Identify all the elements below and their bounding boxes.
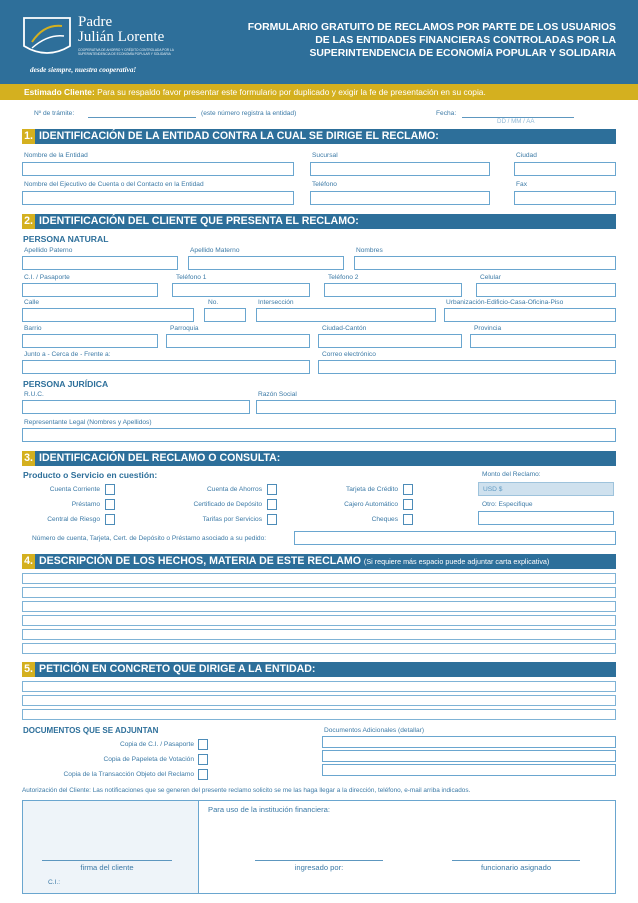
opcion-central-riesgo-label: Central de Riesgo bbox=[47, 516, 100, 523]
persona-juridica-title: PERSONA JURÍDICA bbox=[23, 379, 109, 389]
otro-input[interactable] bbox=[478, 511, 614, 525]
documentos-adicionales-line-1[interactable] bbox=[322, 736, 616, 748]
form-title-line3: SUPERINTENDENCIA DE ECONOMÍA POPULAR Y SOLIDARIA bbox=[309, 48, 616, 59]
ingresado-por-line[interactable] bbox=[255, 860, 383, 861]
barrio-input[interactable] bbox=[22, 334, 158, 348]
opcion-prestamo-checkbox[interactable] bbox=[105, 499, 115, 510]
razon-social-label: Razón Social bbox=[258, 391, 297, 398]
telefono1-label: Teléfono 1 bbox=[176, 274, 207, 281]
footer-institution-box bbox=[198, 801, 615, 893]
opcion-prestamo-label: Préstamo bbox=[71, 501, 100, 508]
logo-emblem-icon bbox=[22, 16, 72, 60]
documentos-adicionales-line-2[interactable] bbox=[322, 750, 616, 762]
calle-label: Calle bbox=[24, 299, 40, 306]
documentos-adicionales-line-3[interactable] bbox=[322, 764, 616, 776]
ingresado-por-label: ingresado por: bbox=[294, 863, 344, 872]
firma-cliente-line[interactable] bbox=[42, 860, 172, 861]
doc-copia-ci-checkbox[interactable] bbox=[198, 739, 208, 750]
junto-label: Junto a - Cerca de - Frente a: bbox=[24, 351, 111, 358]
apellido-paterno-label: Apellido Paterno bbox=[24, 247, 73, 254]
celular-input[interactable] bbox=[476, 283, 616, 297]
ejecutivo-input[interactable] bbox=[22, 191, 294, 205]
nombres-label: Nombres bbox=[356, 247, 383, 254]
sucursal-input[interactable] bbox=[310, 162, 490, 176]
numero-cuenta-label: Número de cuenta, Tarjeta, Cert. de Depósito o Préstamo asociado a su pedido: bbox=[32, 535, 267, 542]
section-4-header bbox=[22, 554, 616, 569]
opcion-cuenta-corriente-label: Cuenta Corriente bbox=[49, 486, 100, 493]
telefono-input[interactable] bbox=[310, 191, 490, 205]
uso-institucion-label: Para uso de la institución financiera: bbox=[208, 805, 330, 814]
notice-bold: Estimado Cliente: bbox=[24, 87, 95, 97]
representante-input[interactable] bbox=[22, 428, 616, 442]
doc-papeleta-checkbox[interactable] bbox=[198, 754, 208, 765]
section-1-number: 1. bbox=[22, 129, 35, 144]
opcion-certificado-checkbox[interactable] bbox=[267, 499, 277, 510]
numero-cuenta-input[interactable] bbox=[294, 531, 616, 545]
monto-input[interactable] bbox=[478, 482, 614, 496]
opcion-cheques-label: Cheques bbox=[371, 516, 398, 523]
section-1-header bbox=[22, 129, 616, 144]
ruc-input[interactable] bbox=[22, 400, 250, 414]
nombres-input[interactable] bbox=[354, 256, 616, 270]
form-title-line1: FORMULARIO GRATUITO DE RECLAMOS POR PARTE DE LOS USUARIOS bbox=[247, 22, 616, 33]
ruc-label: R.U.C. bbox=[24, 391, 44, 398]
section-4-number: 4. bbox=[22, 554, 35, 569]
descripcion-line-4[interactable] bbox=[22, 615, 616, 626]
opcion-cuenta-ahorros-label: Cuenta de Ahorros bbox=[207, 486, 262, 493]
sucursal-label: Sucursal bbox=[312, 152, 338, 159]
notice-text: Para su respaldo favor presentar este formulario por duplicado y exigir la fe de presentación en su copia. bbox=[97, 87, 486, 97]
calle-input[interactable] bbox=[22, 308, 194, 322]
funcionario-line[interactable] bbox=[452, 860, 580, 861]
tramite-note: (este número registra la entidad) bbox=[201, 110, 297, 117]
peticion-line-2[interactable] bbox=[22, 695, 616, 706]
section-2-title: IDENTIFICACIÓN DEL CLIENTE QUE PRESENTA EL RECLAMO: bbox=[39, 215, 359, 227]
form-title bbox=[248, 21, 616, 60]
opcion-cajero-label: Cajero Automático bbox=[344, 501, 398, 508]
provincia-label: Provincia bbox=[474, 325, 502, 332]
doc-papeleta-label: Copia de Papeleta de Votación bbox=[103, 756, 194, 763]
fax-label: Fax bbox=[516, 181, 527, 188]
opcion-tarjeta-credito-checkbox[interactable] bbox=[403, 484, 413, 495]
ciudad-input[interactable] bbox=[514, 162, 616, 176]
no-input[interactable] bbox=[204, 308, 246, 322]
usd-prefix: USD $ bbox=[483, 486, 503, 493]
telefono2-label: Teléfono 2 bbox=[328, 274, 359, 281]
opcion-certificado-label: Certificado de Depósito bbox=[193, 501, 262, 508]
tramite-label: Nº de trámite: bbox=[34, 110, 75, 117]
telefono1-input[interactable] bbox=[172, 283, 310, 297]
apellido-materno-input[interactable] bbox=[188, 256, 344, 270]
doc-copia-ci-label: Copia de C.I. / Pasaporte bbox=[119, 741, 194, 748]
ejecutivo-label: Nombre del Ejecutivo de Cuenta o del Contacto en la Entidad bbox=[24, 181, 204, 188]
logo-small-text: COOPERATIVA DE AHORRO Y CRÉDITO CONTROLADA POR LA SUPERINTENDENCIA DE ECONOMÍA POPULAR Y SOLIDARIA bbox=[78, 48, 174, 56]
autorizacion-text: Autorización del Cliente: Las notificaciones que se generen del presente reclamo solicito se me las haga llegar a la dirección, teléfono, e-mail arriba indicados. bbox=[22, 787, 471, 794]
opcion-central-riesgo-checkbox[interactable] bbox=[105, 514, 115, 525]
ciudad-label: Ciudad bbox=[516, 152, 537, 159]
correo-input[interactable] bbox=[318, 360, 616, 374]
opcion-cuenta-corriente-checkbox[interactable] bbox=[105, 484, 115, 495]
section-2-number: 2. bbox=[22, 214, 35, 229]
opcion-cuenta-ahorros-checkbox[interactable] bbox=[267, 484, 277, 495]
firma-cliente-label: firma del cliente bbox=[80, 863, 134, 872]
junto-input[interactable] bbox=[22, 360, 310, 374]
persona-natural-title: PERSONA NATURAL bbox=[23, 234, 109, 244]
otro-label: Otro: Especifique bbox=[482, 501, 533, 508]
descripcion-line-1[interactable] bbox=[22, 573, 616, 584]
slogan: desde siempre, nuestra cooperativa! bbox=[30, 66, 137, 74]
barrio-label: Barrio bbox=[24, 325, 42, 332]
section-2-header bbox=[22, 214, 616, 229]
ci-input[interactable] bbox=[22, 283, 158, 297]
interseccion-input[interactable] bbox=[256, 308, 436, 322]
celular-label: Celular bbox=[480, 274, 501, 281]
ciudad-canton-label: Ciudad-Cantón bbox=[322, 325, 367, 332]
descripcion-line-3[interactable] bbox=[22, 601, 616, 612]
documentos-adicionales-label: Documentos Adicionales (detallar) bbox=[324, 727, 425, 734]
telefono-label: Teléfono bbox=[312, 181, 337, 188]
peticion-line-1[interactable] bbox=[22, 681, 616, 692]
descripcion-line-6[interactable] bbox=[22, 643, 616, 654]
section-3-title: IDENTIFICACIÓN DEL RECLAMO O CONSULTA: bbox=[39, 452, 281, 464]
logo-name-line2: Julián Lorente bbox=[78, 29, 165, 45]
urbanizacion-input[interactable] bbox=[444, 308, 616, 322]
opcion-tarjeta-credito-label: Tarjeta de Crédito bbox=[345, 486, 398, 493]
logo bbox=[22, 12, 182, 76]
nombre-entidad-input[interactable] bbox=[22, 162, 294, 176]
funcionario-label: funcionario asignado bbox=[480, 863, 552, 872]
ci-label: C.I. / Pasaporte bbox=[24, 274, 70, 281]
ciudad-canton-input[interactable] bbox=[318, 334, 462, 348]
logo-name-line1: Padre bbox=[78, 14, 113, 30]
form-title-line2: DE LAS ENTIDADES FINANCIERAS CONTROLADAS POR LA bbox=[315, 35, 616, 46]
parroquia-label: Parroquia bbox=[170, 325, 199, 332]
doc-transaccion-checkbox[interactable] bbox=[198, 769, 208, 780]
opcion-tarifas-label: Tarifas por Servicios bbox=[202, 516, 262, 523]
documentos-title: DOCUMENTOS QUE SE ADJUNTAN bbox=[23, 726, 159, 735]
doc-transaccion-label: Copia de la Transacción Objeto del Reclamo bbox=[63, 771, 194, 778]
section-3-number: 3. bbox=[22, 451, 35, 466]
parroquia-input[interactable] bbox=[166, 334, 310, 348]
apellido-materno-label: Apellido Materno bbox=[190, 247, 240, 254]
notice-bar bbox=[0, 84, 638, 100]
descripcion-line-5[interactable] bbox=[22, 629, 616, 640]
ci-footer-label: C.I.: bbox=[48, 879, 61, 886]
opcion-cajero-checkbox[interactable] bbox=[403, 499, 413, 510]
descripcion-line-2[interactable] bbox=[22, 587, 616, 598]
telefono2-input[interactable] bbox=[324, 283, 462, 297]
opcion-tarifas-checkbox[interactable] bbox=[267, 514, 277, 525]
no-label: No. bbox=[208, 299, 219, 306]
urbanizacion-label: Urbanización-Edificio-Casa-Oficina-Piso bbox=[446, 299, 564, 306]
section-5-title: PETICIÓN EN CONCRETO QUE DIRIGE A LA ENTIDAD: bbox=[39, 663, 316, 675]
provincia-input[interactable] bbox=[470, 334, 616, 348]
fecha-label: Fecha: bbox=[436, 110, 457, 117]
nombre-entidad-label: Nombre de la Entidad bbox=[24, 152, 88, 159]
section-4-title: DESCRIPCIÓN DE LOS HECHOS, MATERIA DE ESTE RECLAMO bbox=[39, 555, 361, 567]
monto-label: Monto del Reclamo: bbox=[482, 471, 541, 478]
apellido-paterno-input[interactable] bbox=[22, 256, 178, 270]
section-5-number: 5. bbox=[22, 662, 35, 677]
peticion-line-3[interactable] bbox=[22, 709, 616, 720]
fecha-format: DD / MM / AA bbox=[497, 118, 535, 125]
razon-social-input[interactable] bbox=[256, 400, 616, 414]
representante-label: Representante Legal (Nombres y Apellidos) bbox=[24, 419, 152, 426]
interseccion-label: Intersección bbox=[258, 299, 294, 306]
fax-input[interactable] bbox=[514, 191, 616, 205]
section-1-title: IDENTIFICACIÓN DE LA ENTIDAD CONTRA LA CUAL SE DIRIGE EL RECLAMO: bbox=[39, 130, 439, 142]
section-3-header bbox=[22, 451, 616, 466]
tramite-input[interactable] bbox=[88, 117, 196, 118]
section-5-header bbox=[22, 662, 616, 677]
opcion-cheques-checkbox[interactable] bbox=[403, 514, 413, 525]
producto-title: Producto o Servicio en cuestión: bbox=[23, 470, 158, 480]
section-4-note: (Si requiere más espacio puede adjuntar carta explicativa) bbox=[363, 557, 550, 566]
correo-label: Correo electrónico bbox=[322, 351, 376, 358]
